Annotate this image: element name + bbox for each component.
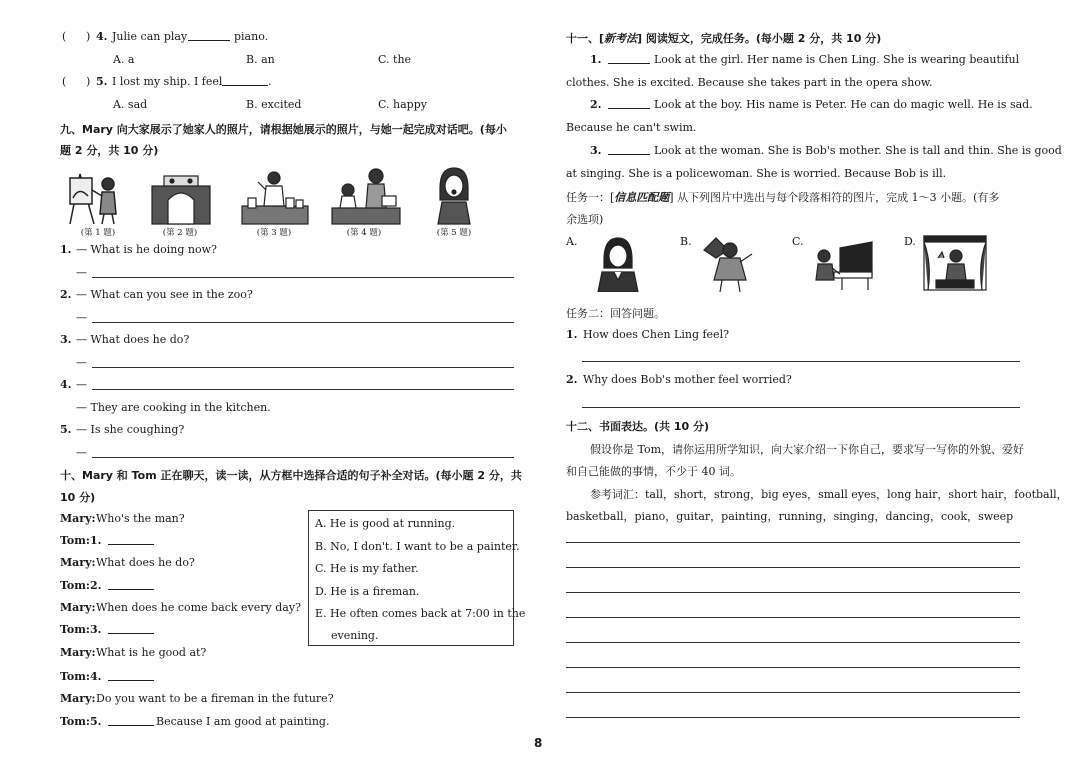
option-e-continued: evening. [331,629,379,642]
task2-q2: Why does Bob's mother feel worried? [583,373,792,386]
policewoman-picture-a [594,234,642,292]
sec9-item2-answer-line[interactable] [92,322,514,323]
task2-q2-answer-line[interactable] [582,407,1020,408]
writing-line[interactable] [566,642,1020,643]
writing-line[interactable] [566,717,1020,718]
q4-text-a: Julie can play [112,30,188,43]
dialog-speaker-3: Mary: [60,556,96,569]
dialog-text-4: 2. [90,579,102,592]
sec9-item1-line2: — [76,266,87,279]
section-12-body-line1: 假设你是 Tom，请你运用所学知识，向大家介绍一下你自己，要求写一写你的外貌、爱好 [590,443,1025,456]
para1-line2: clothes. She is excited. Because she takes part in the opera show. [566,76,933,89]
dialog-blank-4[interactable] [108,670,154,681]
sec9-item3-number: 3. [60,333,72,346]
q4-blank[interactable] [188,30,230,41]
section-10-title-line1: 十、Mary 和 Tom 正在聊天，读一读，从方框中选择合适的句子补全对话。(每小题 2 分，共 [60,469,522,482]
para2-line2: Because he can't swim. [566,121,697,134]
para2-number: 2. [590,98,602,111]
sec9-item3-answer-line[interactable] [92,367,514,368]
dialog-blank-2[interactable] [108,579,154,590]
sec9-item5-line2: — [76,446,87,459]
section-12-body-line2: 和自己能做的事情，不少于 40 词。 [566,465,741,478]
para2-line1: Look at the boy. His name is Peter. He can do magic well. He is sad. [654,98,1033,111]
dialog-text-10: 5. [90,715,102,728]
task2-q2-number: 2. [566,373,578,386]
sec9-item1-answer-line[interactable] [92,277,514,278]
section-11-title-a: 十一、[ [566,32,605,45]
sec9-item1-line1: — What is he doing now? [76,243,217,256]
chemist-picture-3 [240,168,310,226]
task1-instruction [566,189,999,205]
writing-line[interactable] [566,692,1020,693]
q5-blank[interactable] [222,75,268,86]
dialog-text-3: What does he do? [96,556,195,569]
dialog-speaker-5: Mary: [60,601,96,614]
options-box [308,510,526,646]
dialog-blank-5[interactable] [108,715,154,726]
option-c: C. He is my father. [315,562,419,575]
dialog-text-1: Who's the man? [96,512,185,525]
option-a: A. He is good at running. [315,517,456,530]
dialog-text-2: 1. [90,534,102,547]
sec9-item2-number: 2. [60,288,72,301]
sec9-item4-line2: — They are cooking in the kitchen. [76,401,271,414]
dialog-speaker-1: Mary: [60,512,96,525]
q5-option-b: B. excited [246,98,302,111]
dialog-text-6: 3. [90,623,102,636]
section-9-title-line1: 九、Mary 向大家展示了她家人的照片，请根据她展示的照片，与她一起完成对话吧。(每小 [60,123,507,136]
option-b: B. No, I don't. I want to be a painter. [315,540,520,553]
writing-line[interactable] [566,542,1020,543]
task2-q1-number: 1. [566,328,578,341]
para1-blank[interactable] [608,53,650,64]
dialog-speaker-7: Mary: [60,646,96,659]
task1-a: 任务一：[ [566,191,615,204]
picture-label-d: D. [904,235,916,248]
q4-option-c: C. the [378,53,412,66]
cooking-picture-4 [330,166,402,226]
task2-q1: How does Chen Ling feel? [583,328,729,341]
task1-tag: 信息匹配题 [614,191,670,204]
zoo-gate-picture-2 [148,170,214,226]
sec9-item5-number: 5. [60,423,72,436]
writing-line[interactable] [566,667,1020,668]
section-9-title-line2: 题 2 分，共 10 分) [60,144,159,157]
option-d: D. He is a fireman. [315,585,420,598]
q5-option-a: A. sad [113,98,148,111]
dialog-blank-1[interactable] [108,534,154,545]
option-e: E. He often comes back at 7:00 in the [315,607,526,620]
picture-5-caption: (第 5 题) [436,228,472,238]
task1-line2: 余选项) [566,213,604,226]
q4-paren-close: ) [86,30,91,43]
sec9-item4-line1: — [76,378,87,391]
vocab-line2: basketball，piano，guitar，painting，running，singing，dancing，cook，sweep [566,510,1014,523]
dialog-speaker-4: Tom: [60,579,90,592]
para3-number: 3. [590,144,602,157]
writing-line[interactable] [566,617,1020,618]
sec9-item5-line1: — Is she coughing? [76,423,185,436]
picture-2-caption: (第 2 题) [162,228,198,238]
sec9-item3-line1: — What does he do? [76,333,190,346]
q5-text-b: . [268,75,272,88]
dialog-speaker-9: Mary: [60,692,96,705]
q5-paren-close: ) [86,75,91,88]
q4-option-a: A. a [113,53,135,66]
para1-line1: Look at the girl. Her name is Chen Ling. She is wearing beautiful [654,53,1020,66]
sec9-item1-number: 1. [60,243,72,256]
writing-line[interactable] [566,567,1020,568]
section-11-title [566,30,881,46]
q4-text-b: piano. [234,30,269,43]
dialog-text-8: 4. [90,670,102,683]
dialog-text-9: Do you want to be a fireman in the future? [96,692,334,705]
para1-number: 1. [590,53,602,66]
sec9-item2-line1: — What can you see in the zoo? [76,288,253,301]
sec9-item4-answer-line[interactable] [92,389,514,390]
picture-label-b: B. [680,235,692,248]
section-10-title-line2: 10 分) [60,491,96,504]
dialog-speaker-10: Tom: [60,715,90,728]
sec9-item4-number: 4. [60,378,72,391]
piano-player-picture-c [812,236,874,292]
dialog-blank-3[interactable] [108,623,154,634]
q4-number: 4. [96,30,108,43]
q4-option-b: B. an [246,53,275,66]
para3-blank[interactable] [608,144,650,155]
magician-picture-d [922,234,988,292]
sec9-item2-line2: — [76,311,87,324]
dialog-tom5-tail: Because I am good at painting. [156,715,330,728]
q5-option-c: C. happy [378,98,427,111]
section-12-title: 十二、书面表达。(共 10 分) [566,420,710,433]
girl-coughing-picture-5 [432,166,476,226]
sec9-item5-answer-line[interactable] [92,457,514,458]
picture-label-c: C. [792,235,804,248]
section-11-title-b: ] 阅读短文，完成任务。(每小题 2 分，共 10 分) [637,32,882,45]
writing-line[interactable] [566,592,1020,593]
section-11-title-tag: 新考法 [604,32,638,45]
picture-4-caption: (第 4 题) [346,228,382,238]
dialog-text-5: When does he come back every day? [96,601,301,614]
task1-b: ] 从下列图片中选出与每个段落相符的图片，完成 1～3 小题。(有多 [669,191,1000,204]
para2-blank[interactable] [608,98,650,109]
vocab-line1: 参考词汇：tall，short，strong，big eyes，small eyes，long hair，short hair，football， [590,488,1068,501]
q5-paren-open: ( [62,75,67,88]
opera-performer-picture-b [700,236,756,292]
para3-line1: Look at the woman. She is Bob's mother. She is tall and thin. She is good [654,144,1062,157]
q5-text-a: I lost my ship. I feel [112,75,223,88]
dialog-speaker-6: Tom: [60,623,90,636]
dialog-speaker-8: Tom: [60,670,90,683]
para3-line2: at singing. She is a policewoman. She is worried. Because Bob is ill. [566,167,947,180]
picture-label-a: A. [566,235,578,248]
dialog-speaker-2: Tom: [60,534,90,547]
picture-1-caption: (第 1 题) [80,228,116,238]
picture-3-caption: (第 3 题) [256,228,292,238]
q4-paren-open: ( [62,30,67,43]
q5-number: 5. [96,75,108,88]
task2-q1-answer-line[interactable] [582,361,1020,362]
page-number: 8 [534,736,543,750]
painter-picture-1 [64,168,128,226]
task2-instruction: 任务二：回答问题。 [566,307,665,320]
dialog-text-7: What is he good at? [96,646,207,659]
sec9-item3-line2: — [76,356,87,369]
